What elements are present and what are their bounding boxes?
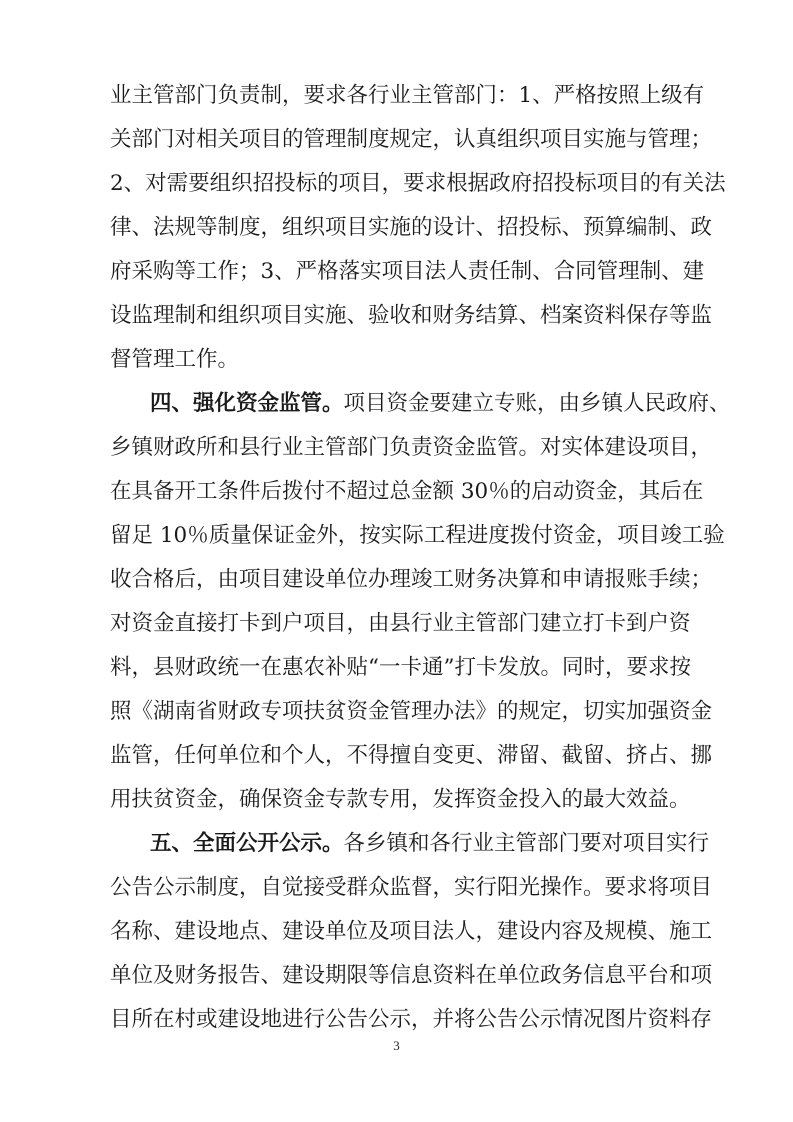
paragraph-first-line xyxy=(150,386,731,422)
text-line: 2、对需要组织招投标的项目，要求根据政府招投标项目的有关法 xyxy=(110,171,726,196)
text-segment: 项目资金要建立专账，由乡镇人民政府、 xyxy=(343,391,731,416)
paragraph-first-line xyxy=(150,826,710,862)
text-line: 关部门对相关项目的管理制度规定，认真组织项目实施与管理； xyxy=(110,127,713,152)
text-line: 公告公示制度，自觉接受群众监督，实行阳光操作。要求将项目 xyxy=(110,875,713,900)
text-line: 监管，任何单位和个人，不得擅自变更、滞留、截留、挤占、挪 xyxy=(110,743,713,768)
text-line: 料，县财政统一在惠农补贴“一卡通”打卡发放。同时，要求按 xyxy=(110,655,691,680)
text-segment: 各乡镇和各行业主管部门要对项目实行 xyxy=(343,831,710,856)
text-line: 府采购等工作；3、严格落实项目法人责任制、合同管理制、建 xyxy=(110,259,705,284)
text-line: 留足 10％质量保证金外，按实际工程进度拨付资金，项目竣工验 xyxy=(110,523,725,548)
text-line: 律、法规等制度，组织项目实施的设计、招投标、预算编制、政 xyxy=(110,215,713,240)
text-line: 目所在村或建设地进行公告公示，并将公告公示情况图片资料存 xyxy=(110,1007,713,1032)
section-heading: 四、强化资金监管。 xyxy=(150,391,344,416)
text-line: 乡镇财政所和县行业主管部门负责资金监管。对实体建设项目， xyxy=(110,435,713,460)
text-line: 名称、建设地点、建设单位及项目法人，建设内容及规模、施工 xyxy=(110,919,713,944)
text-line: 业主管部门负责制，要求各行业主管部门：1、严格按照上级有 xyxy=(110,83,705,108)
text-line: 督管理工作。 xyxy=(110,347,240,372)
text-line: 用扶贫资金，确保资金专款专用，发挥资金投入的最大效益。 xyxy=(110,787,691,812)
page-number: 3 xyxy=(393,1038,400,1053)
text-line: 单位及财务报告、建设期限等信息资料在单位政务信息平台和项 xyxy=(110,963,713,988)
text-line: 收合格后，由项目建设单位办理竣工财务决算和申请报账手续； xyxy=(110,567,713,592)
text-line: 照《湖南省财政专项扶贫资金管理办法》的规定，切实加强资金 xyxy=(110,699,713,724)
text-line: 设监理制和组织项目实施、验收和财务结算、档案资料保存等监 xyxy=(110,303,713,328)
section-heading: 五、全面公开公示。 xyxy=(150,831,344,856)
text-line: 对资金直接打卡到户项目，由县行业主管部门建立打卡到户资 xyxy=(110,611,691,636)
text-line: 在具备开工条件后拨付不超过总金额 30％的启动资金，其后在 xyxy=(110,479,704,504)
